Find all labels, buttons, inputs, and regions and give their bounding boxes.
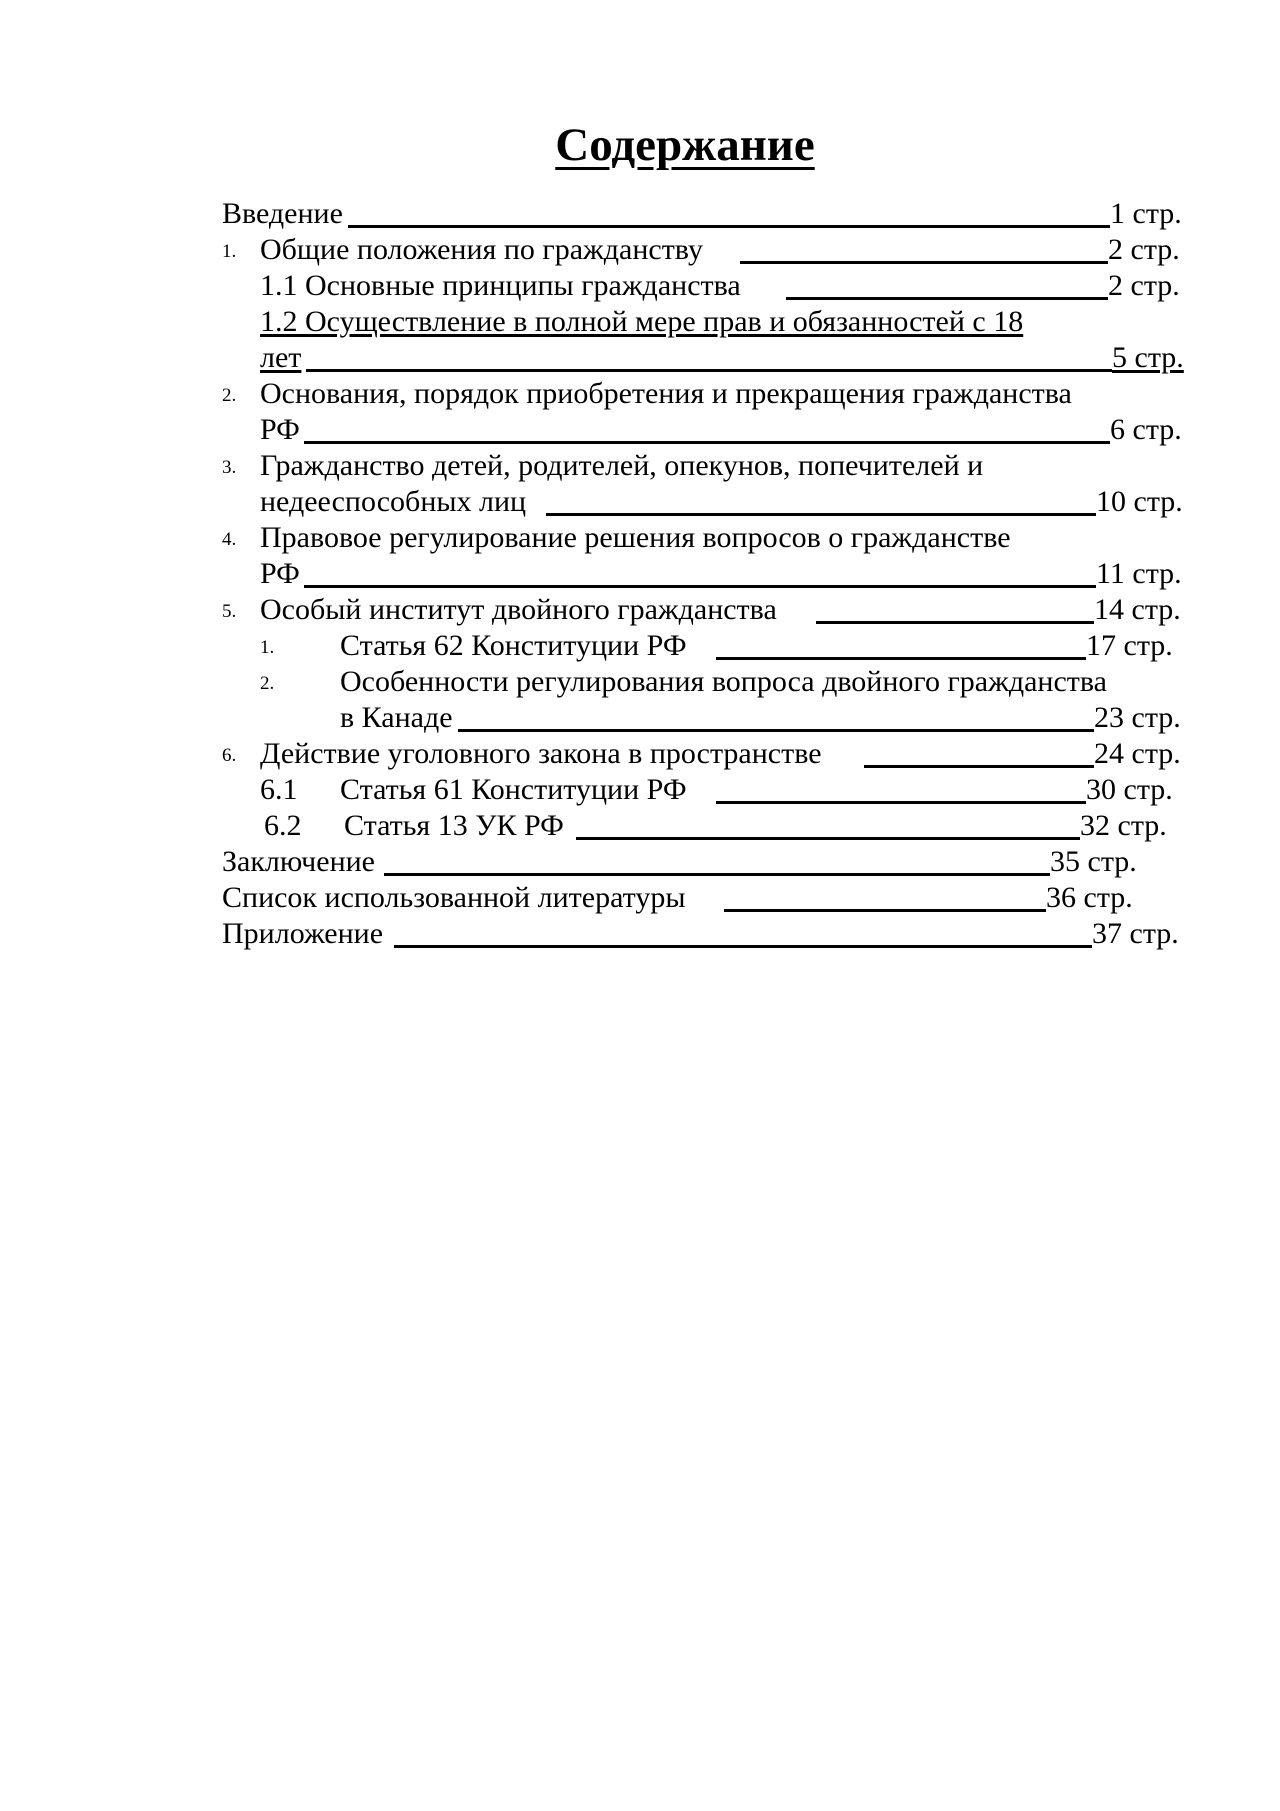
toc-entry[interactable]	[222, 772, 1190, 808]
toc-entry[interactable]	[222, 232, 1190, 268]
toc-entry[interactable]	[222, 736, 1190, 772]
leader-line	[304, 441, 1110, 444]
toc-page-number: 24 стр.	[1094, 737, 1181, 770]
toc-page-number: 35 стр.	[1050, 845, 1137, 878]
toc-page-number: 30 стр.	[1086, 773, 1173, 806]
toc-entry-number: 2.	[260, 673, 275, 694]
toc-title-text: Содержание	[555, 119, 815, 171]
toc-entry[interactable]	[222, 880, 1190, 916]
toc-entry-text: Список использованной литературы	[222, 881, 686, 914]
toc-entry-text: Общие положения по гражданству	[260, 233, 703, 266]
toc-page-number: 5 стр.	[1112, 341, 1184, 374]
toc-entry-label: 6.2	[264, 809, 302, 842]
leader-line	[348, 225, 1110, 228]
toc-entry-continuation[interactable]	[222, 412, 1190, 448]
toc-page-number: 11 стр.	[1096, 557, 1182, 590]
toc-entry[interactable]	[222, 304, 1190, 340]
toc-entry-text: Заключение	[222, 845, 375, 878]
leader-line	[740, 261, 1108, 264]
toc-entry-number: 1.	[222, 241, 237, 262]
toc-entry-number: 2.	[222, 385, 237, 406]
toc-page-number: 2 стр.	[1108, 233, 1180, 266]
toc-entry-continuation[interactable]	[222, 484, 1190, 520]
toc-entry-continuation[interactable]	[222, 700, 1190, 736]
toc-entry-text: Статья 62 Конституции РФ	[340, 629, 687, 662]
toc-page-number: 2 стр.	[1108, 269, 1180, 302]
toc-entry-number: 3.	[222, 457, 237, 478]
toc-entry[interactable]	[222, 916, 1190, 952]
toc-entry[interactable]	[222, 196, 1190, 232]
toc-entry-text: Действие уголовного закона в пространстве	[260, 737, 822, 770]
leader-line	[864, 765, 1094, 768]
toc-entry-text: 1.1 Основные принципы гражданства	[260, 269, 741, 302]
toc-entry-text: лет	[260, 341, 302, 374]
toc-entry-text: Особенности регулирования вопроса двойного гражданства	[340, 665, 1107, 698]
toc-title	[0, 118, 1280, 172]
toc-entry[interactable]	[222, 844, 1190, 880]
toc-entry-text: Статья 13 УК РФ	[344, 809, 564, 842]
toc-entry-text: Особый институт двойного гражданства	[260, 593, 777, 626]
toc-entry-text: Приложение	[222, 917, 384, 950]
toc-page-number: 10 стр.	[1096, 485, 1183, 518]
leader-line	[384, 873, 1050, 876]
toc-entry-number: 1.	[260, 637, 275, 658]
toc-entry[interactable]	[222, 592, 1190, 628]
toc-entry[interactable]	[222, 448, 1190, 484]
toc-page-number: 32 стр.	[1080, 809, 1167, 842]
toc-entry[interactable]	[222, 808, 1190, 844]
toc-entry-text: РФ	[260, 557, 300, 590]
toc-page-number: 17 стр.	[1086, 629, 1173, 662]
toc-entry-number: 4.	[222, 529, 237, 550]
toc-page-number: 37 стр.	[1092, 917, 1179, 950]
toc-entry-text: Основания, порядок приобретения и прекращения гражданства	[260, 377, 1072, 410]
toc-entry[interactable]	[222, 520, 1190, 556]
leader-line	[724, 909, 1046, 912]
leader-line	[394, 945, 1092, 948]
leader-line	[546, 513, 1096, 516]
leader-line	[304, 585, 1096, 588]
toc-entry-text: Гражданство детей, родителей, опекунов, попечителей и	[260, 449, 984, 482]
leader-line	[816, 621, 1094, 624]
toc-page-number: 1 стр.	[1110, 197, 1182, 230]
leader-line	[576, 837, 1080, 840]
toc-entry-text: Статья 61 Конституции РФ	[340, 773, 687, 806]
leader-line	[458, 729, 1094, 732]
toc-entry-number: 5.	[222, 601, 237, 622]
toc-page-number: 23 стр.	[1094, 701, 1181, 734]
toc-entry[interactable]	[222, 628, 1190, 664]
toc-entry[interactable]	[222, 664, 1190, 700]
toc-entry-text: Правовое регулирование решения вопросов о гражданстве	[260, 521, 1011, 554]
table-of-contents	[222, 196, 1190, 952]
toc-entry-text: в Канаде	[340, 701, 453, 734]
toc-entry[interactable]	[222, 376, 1190, 412]
toc-entry-continuation[interactable]	[222, 556, 1190, 592]
toc-entry[interactable]	[222, 268, 1190, 304]
leader-line	[786, 297, 1108, 300]
toc-entry-text: 1.2 Осуществление в полной мере прав и обязанностей с 18	[260, 305, 1024, 338]
toc-page-number: 36 стр.	[1046, 881, 1133, 914]
leader-line	[716, 801, 1086, 804]
toc-page-number: 6 стр.	[1110, 413, 1182, 446]
toc-entry-number: 6.	[222, 745, 237, 766]
leader-line	[716, 657, 1086, 660]
toc-entry-continuation[interactable]	[222, 340, 1190, 376]
toc-page-number: 14 стр.	[1094, 593, 1181, 626]
leader-line	[306, 369, 1112, 372]
toc-entry-label: 6.1	[260, 773, 298, 806]
toc-entry-text: РФ	[260, 413, 300, 446]
toc-entry-text: Введение	[222, 197, 343, 230]
toc-entry-text: недееспособных лиц	[260, 485, 527, 518]
